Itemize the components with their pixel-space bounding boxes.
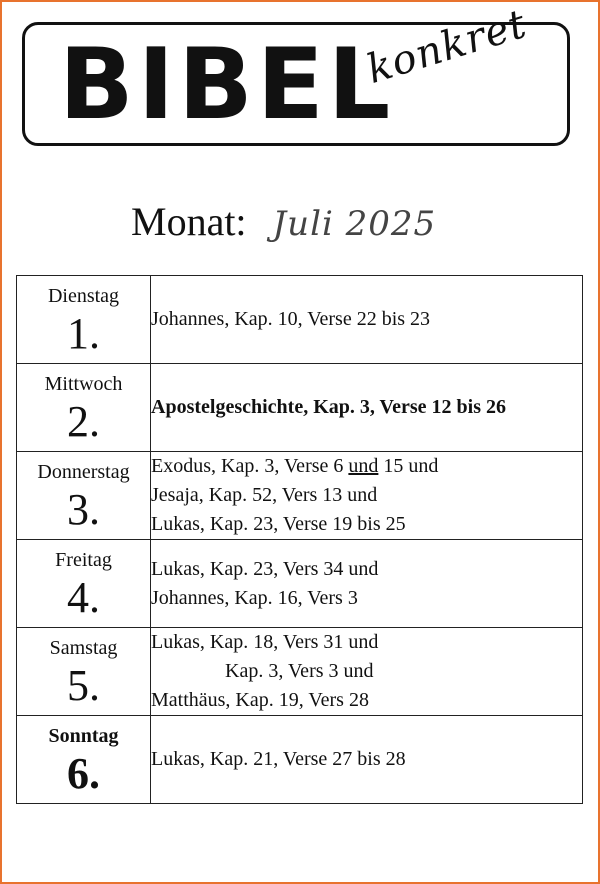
month-label: Monat: (131, 199, 247, 244)
reading-line: Kap. 3, Vers 3 und (225, 660, 374, 682)
weekday: Freitag (55, 548, 112, 571)
weekday: Mittwoch (44, 372, 123, 395)
month-heading (131, 198, 436, 245)
weekday: Sonntag (48, 724, 119, 747)
day-cell (17, 540, 151, 628)
day-cell (17, 364, 151, 452)
day-number: 3. (67, 484, 100, 534)
weekday: Donnerstag (37, 460, 130, 483)
reading-line: Jesaja, Kap. 52, Vers 13 und (151, 484, 378, 506)
reading-line (151, 452, 582, 481)
reading-cell (151, 628, 583, 716)
table-row (17, 628, 583, 716)
day-number: 2. (67, 396, 100, 446)
day-number: 1. (67, 308, 100, 358)
reading-line-underlined: und (348, 455, 379, 477)
day-cell (17, 628, 151, 716)
month-value: Juli 2025 (272, 204, 437, 244)
weekday: Dienstag (47, 284, 120, 307)
logo (22, 1, 570, 146)
logo-sub: konkret (361, 1, 533, 93)
reading-line: Lukas, Kap. 23, Verse 19 bis 25 (151, 513, 406, 535)
day-cell (17, 276, 151, 364)
reading-line: Matthäus, Kap. 19, Vers 28 (151, 689, 369, 711)
reading-line: Lukas, Kap. 18, Vers 31 und (151, 631, 379, 653)
reading-cell (151, 540, 583, 628)
reading-cell (151, 364, 583, 452)
reading-line: Johannes, Kap. 10, Verse 22 bis 23 (151, 308, 431, 330)
table-row (17, 540, 583, 628)
reading-cell (151, 452, 583, 540)
reading-cell (151, 276, 583, 364)
day-cell (17, 452, 151, 540)
day-cell (17, 716, 151, 804)
weekday: Samstag (49, 636, 118, 659)
table-row (17, 364, 583, 452)
reading-line-part: Exodus, Kap. 3, Verse 6 (151, 455, 349, 477)
logo-main: BIBEL (59, 28, 395, 142)
day-number: 5. (67, 660, 100, 710)
day-number: 4. (67, 572, 100, 622)
table-row (17, 276, 583, 364)
table-row (17, 716, 583, 804)
reading-line: Apostelgeschichte, Kap. 3, Verse 12 bis 26 (151, 396, 506, 418)
reading-cell (151, 716, 583, 804)
reading-table (16, 275, 583, 804)
reading-line: Lukas, Kap. 21, Verse 27 bis 28 (151, 748, 406, 770)
reading-line: Lukas, Kap. 23, Vers 34 und (151, 557, 379, 580)
reading-line: Johannes, Kap. 16, Vers 3 (151, 586, 358, 609)
day-number: 6. (67, 748, 100, 798)
table-row (17, 452, 583, 540)
reading-line-part: 15 und (378, 455, 439, 477)
